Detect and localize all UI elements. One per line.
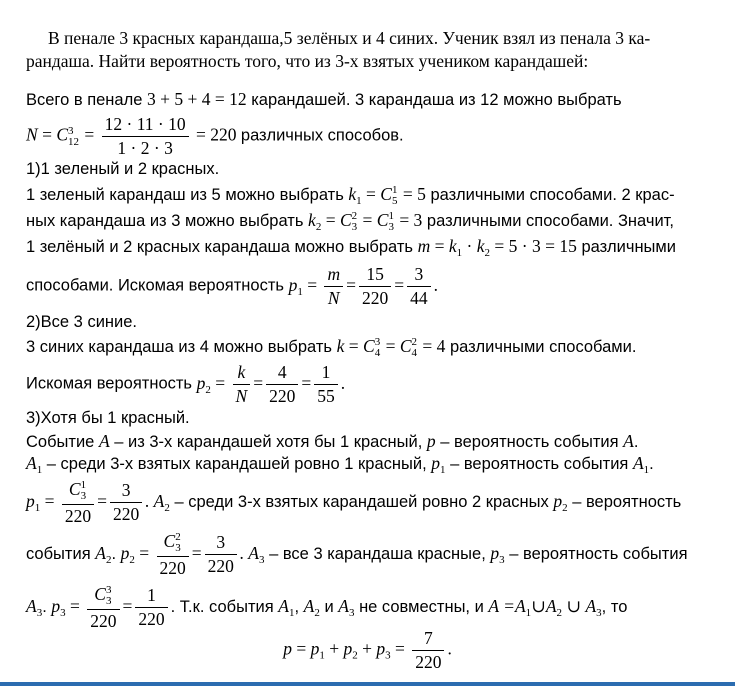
total-text-after: карандашей. 3 карандаша из 12 можно выбрать [251,91,622,109]
case1-l3-text: 1 зелёный и 2 красных карандаша можно выбрать [26,238,414,256]
binomial-indices [106,585,112,607]
case3-heading: 3)Хотя бы 1 красный. [26,409,190,427]
binomial-indices [412,337,418,359]
case3-l2-b: – среди 3-х взятых карандашей ровно 1 красный, [46,455,427,473]
C-symbol: C [399,336,412,357]
case3-l1-b: – из 3-х карандашей хотя бы 1 красный, [114,433,423,451]
case2-line-1: 3 синих карандаша из 4 можно выбрать k = C 3 4 = C 2 4 = 4 различными способами. [26,336,637,359]
case3-l5-b: . Т.к. события [170,597,274,616]
A-subscript: 3 [36,606,43,619]
binomial-indices [175,532,181,554]
case1-line-3: 1 зелёный и 2 красных карандаша можно выбрать $m = k_1 \cdot k_2 = 5 \cdot 3 = 15$ различными [26,236,676,259]
fraction [266,364,298,405]
comma: , [294,597,300,616]
case2-line-2: Искомая вероятность $p_2$ = $\frac{k}{N}$ = $\frac{4}{220}$ = $\frac{1}{55}$ . [26,362,346,406]
p-subscript: 1 [297,285,303,298]
C-symbol: C [68,479,81,500]
total-formula-line: N = C 3 12 = $\frac{12 \cdot 11 \cdot 10}{1 \cdot 2 \cdot 3}$ = 220 различных способов. [26,114,404,158]
and-word: и [324,597,334,616]
case1-l1-text: 1 зеленый карандаш из 5 можно выбрать [26,186,344,205]
A-symbol: A [95,542,106,563]
binomial-top: 2 [175,531,181,543]
fraction-numerator: k [233,364,251,385]
binomial-indices [68,126,79,148]
problem-line-1: В пенале 3 красных карандаша,5 зелёных и 4 синих. Ученик взял из пенала 3 ка- [48,28,651,48]
A-symbol: A [585,595,597,616]
A-subscript: 1 [36,464,43,476]
binomial-top: 1 [391,184,398,196]
k-subscript: 2 [315,221,322,234]
fraction-denominator: 44 [410,287,428,308]
N-symbol: N [26,124,38,145]
A-symbol: A [545,595,557,616]
p-symbol: p [288,274,298,295]
bottom-border [0,682,735,686]
case2-l1-tail: различными способами. [449,338,637,357]
p-symbol: p [283,638,292,659]
fraction-denominator: N [235,385,248,406]
A-symbol: . A [145,490,165,511]
binomial-bottom: 5 [391,195,398,207]
A-symbol: A [278,595,289,616]
A-subscript: 1 [525,606,532,619]
final-fraction [412,630,444,671]
total-line [26,91,711,109]
case1-line-4: способами. Искомая вероятность $p_1$ = $\frac{m}{N}$ = $\frac{15}{220}$ = $\frac{3}{44}$ . [26,264,438,308]
A-symbol: A [303,595,315,616]
fraction [233,364,251,405]
fraction [205,534,237,575]
fraction [359,266,391,307]
binomial-indices [81,480,87,502]
C-symbol: C [94,584,106,605]
binomial-indices [392,185,398,207]
binomial-top: 3 [374,336,381,348]
p-subscript: 1 [440,464,446,476]
fraction [110,482,142,523]
total-result: = 220 [196,124,237,145]
binomial-bottom: 3 [351,221,358,233]
p-subscript: 2 [129,553,135,566]
fraction-denominator: 1 · 2 · 3 [117,137,173,158]
fraction-numerator: 3 [110,482,142,503]
binomial-indices [375,337,381,359]
fraction-numerator: 7 [412,630,444,651]
A-symbol: A [623,431,634,451]
fraction-numerator: 1 [314,364,338,385]
case1-l4-text: способами. Искомая вероятность [26,276,284,295]
C-symbol: C [380,184,392,205]
A-subscript: 3 [259,553,265,566]
dot: . [111,544,117,563]
binomial-top: 3 [68,124,74,137]
fraction-denominator: 220 [207,555,234,576]
p-symbol: p [26,490,35,511]
case3-l2-c: – вероятность события [450,455,629,473]
dot: . [633,433,639,451]
total-fraction [102,116,189,157]
case1-l3-tail: различными [581,238,676,256]
fraction [157,532,189,578]
p-subscript: 1 [319,649,325,662]
case1-line-1: 1 зеленый карандаш из 5 можно выбрать $k_1 = C$ 1 5 = 5 различными способами. 2 крас- [26,184,675,208]
dot: . [42,597,47,616]
binomial-bottom: 3 [80,490,87,502]
case1-l2-text: ных карандаша из 3 можно выбрать [26,212,304,231]
binomial-indices [352,211,358,233]
case1-l2-tail: различными способами. Значит, [426,212,674,231]
case1-heading: 1)1 зеленый и 2 красных. [26,160,220,178]
case2-l2-text: Искомая вероятность [26,374,193,393]
fraction [324,266,343,307]
fraction-denominator: 220 [64,506,92,526]
fraction [87,585,119,631]
k-symbol: k [308,210,316,231]
fraction-denominator: 220 [90,611,117,631]
A-subscript: 3 [596,606,602,619]
k-subscript: 1 [356,195,362,208]
total-tail: различных способов. [240,126,404,145]
fraction-numerator: 3 [407,266,431,287]
m-symbol: m [417,236,431,256]
case3-l4-c: – вероятность события [509,544,688,563]
case3-line-4: события $A_2$. $p_2$ = C 2 3 220 = $\frac{3}{220}$ . $A_3$ – все 3 карандаша красные, $p_3$ – вероятность события [26,531,688,578]
p-symbol: p [553,490,563,511]
total-sum: 3 + 5 + 4 = 12 [147,89,247,109]
case3-l5-c: не совместны, и [359,597,484,616]
fraction-denominator: N [327,287,340,308]
C-symbol: C [363,336,375,357]
p-symbol: p [120,542,130,563]
fraction-numerator: 3 [205,534,237,555]
k-subscript: 1 [456,247,463,259]
binomial-bottom: 3 [388,221,394,233]
C-symbol: C [56,124,68,145]
case3-l4-a: события [26,544,91,563]
k-symbol: k [448,236,457,256]
case3-line-1 [26,433,711,451]
p-symbol: p [490,542,500,563]
A-symbol: A [338,595,349,616]
C-symbol: C [339,210,352,231]
A-symbol: A [26,595,37,616]
binomial-top: 1 [80,479,87,491]
fraction [407,266,431,307]
p-subscript: 3 [60,606,66,619]
case1-l2-eq: = 3 [399,210,423,231]
case3-l5-to: , то [601,597,628,616]
case3-l1-c: – вероятность события [440,433,619,451]
case3-line-5: $A_3$. $p_3$ = C 3 3 220 = $\frac{1}{220}$ . Т.к. события $A_1$, $A_2$ и $A_3$ не совместны, и $A =A_1\cup A_2$ ∪ $A_3$, то [26,584,628,631]
fraction-numerator: 12 · 11 · 10 [102,116,189,137]
p-symbol: p [51,595,61,616]
case1-l1-tail: различными способами. 2 крас- [430,186,675,205]
fraction [135,587,167,628]
binomial-bottom: 12 [68,135,79,148]
C-symbol: C [163,531,176,552]
fraction-denominator: 220 [113,503,140,524]
k-symbol: k [336,336,345,357]
case3-l3-c: – вероятность [572,492,682,511]
A-symbol: . A [239,542,259,563]
A-subscript: 3 [348,606,355,619]
p-symbol: p [196,372,206,393]
fraction-denominator: 55 [317,385,335,406]
p-symbol: p [343,638,353,659]
A-symbol: A [632,453,644,473]
fraction [314,364,338,405]
case1-line-2: ных карандаша из 3 можно выбрать $k_2 = C$ 2 3 = C 1 3 = 3 различными способами. Значит, [26,210,674,234]
A-subscript: 1 [288,606,295,619]
case3-l3-b: – среди 3-х взятых карандашей ровно 2 красных [174,492,549,511]
A-subscript: 2 [556,606,563,619]
k-symbol: k [476,236,485,256]
fraction-denominator: 220 [159,558,186,578]
fraction-denominator: 220 [138,608,165,629]
problem-line-2: рандаша. Найти вероятность того, что из 3-х взятых учеником карандашей: [26,51,589,71]
p-subscript: 3 [385,649,391,662]
fraction [62,480,94,526]
binomial-bottom: 3 [175,542,181,554]
p-subscript: 2 [562,501,568,514]
fraction-denominator: 220 [361,287,389,308]
p-symbol: p [376,638,386,659]
binomial-indices [388,211,394,233]
A-symbol: A = [488,595,515,616]
p-subscript: 2 [205,383,211,396]
k-symbol: k [348,184,357,205]
A-symbol: A [98,431,110,451]
fraction-numerator: 1 [135,587,167,608]
case2-l1-eq: = 4 [422,336,446,357]
case3-l1-a: Событие [26,433,95,451]
fraction-numerator: 15 [359,266,391,287]
A-subscript: 1 [643,464,650,476]
p-symbol: p [426,431,436,451]
case3-l4-b: – все 3 карандаша красные, [269,544,486,563]
binomial-top: 2 [411,336,418,348]
case3-line-2 [26,455,711,476]
dot: . [649,455,654,473]
case2-heading: 2)Все 3 синие. [26,313,138,331]
binomial-bottom: 4 [374,347,381,359]
case2-l1-text: 3 синих карандаша из 4 можно выбрать [26,338,333,357]
k-subscript: 2 [484,247,491,259]
fraction-denominator: 220 [269,385,296,406]
binomial-bottom: 3 [105,595,112,607]
p-subscript: 3 [499,553,505,566]
p-subscript: 1 [34,501,41,514]
case1-l1-eq: = 5 [402,184,426,205]
fraction-numerator: m [324,266,343,287]
case3-line-3: $p_1$ = C 1 3 220 = $\frac{3}{220}$ . $A_2$ – среди 3-х взятых карандашей ровно 2 красных $p_2$ – вероятность [26,479,682,526]
binomial-top: 2 [351,210,358,222]
A-symbol: A [514,595,526,616]
C-symbol: C [376,210,389,231]
binomial-top: 1 [388,210,394,222]
A-subscript: 2 [164,501,170,514]
final-formula: $p = p_1 + p_2 + p_3$ = $\frac{7}{220}$ . [283,628,452,672]
case1-l3-eq: = 5 · 3 = 15 [494,236,577,256]
A-subscript: 2 [105,553,112,566]
A-symbol: A [26,453,37,473]
fraction-numerator: 4 [266,364,298,385]
p-subscript: 2 [352,649,358,662]
binomial-top: 3 [105,584,112,596]
binomial-bottom: 4 [411,347,418,359]
A-subscript: 2 [314,606,320,619]
p-symbol: p [431,453,440,473]
fraction-denominator: 220 [415,651,442,672]
p-symbol: p [310,638,320,659]
total-text-before: Всего в пенале [26,91,143,109]
